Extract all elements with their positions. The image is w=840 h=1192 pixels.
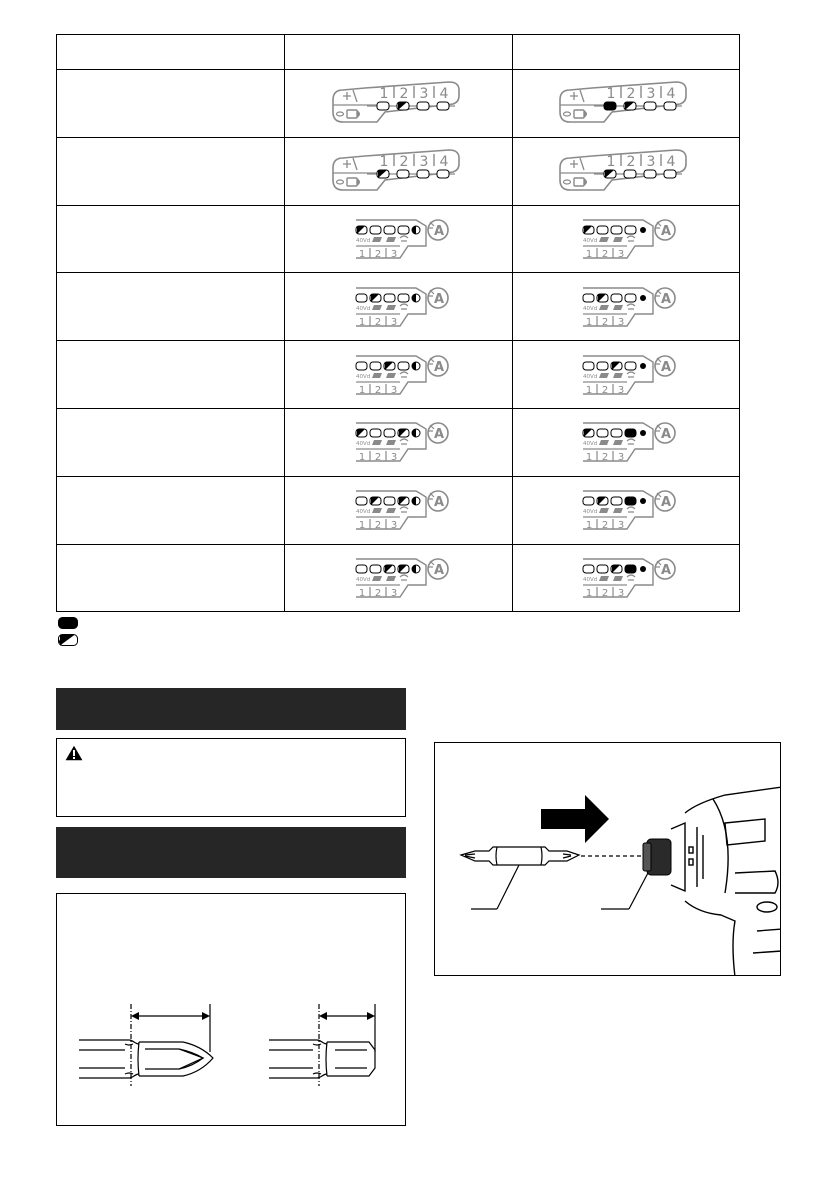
panel-b-number: 3 bbox=[390, 452, 397, 464]
bit-length-box bbox=[56, 893, 406, 1126]
table-row bbox=[57, 408, 740, 476]
panel-b-number: 3 bbox=[617, 248, 625, 260]
panel-b-number: 2 bbox=[601, 587, 609, 599]
row-label-cell bbox=[57, 341, 285, 409]
panel-b-number: 2 bbox=[601, 316, 609, 328]
table-row bbox=[57, 205, 740, 273]
panel-b-side-label: 40Vd bbox=[583, 373, 598, 380]
filled-rounded-rect-icon bbox=[58, 617, 78, 629]
panel-b-number: 3 bbox=[390, 384, 397, 396]
panel-a-number: 2 bbox=[626, 154, 636, 171]
panel-a-number: 2 bbox=[399, 86, 408, 103]
row-label-cell bbox=[57, 137, 285, 205]
panel-b-badge: A bbox=[660, 562, 672, 578]
panel-b-number: 2 bbox=[374, 452, 381, 464]
indicator-panel-b bbox=[561, 284, 691, 330]
indicator-cell-left bbox=[285, 544, 513, 612]
panel-b-badge: A bbox=[660, 495, 672, 511]
section-heading-bar-1 bbox=[56, 688, 406, 730]
indicator-panel-a bbox=[329, 78, 469, 128]
header-cell bbox=[285, 35, 513, 70]
panel-b-badge: A bbox=[660, 427, 672, 443]
row-label-cell bbox=[57, 544, 285, 612]
panel-b-side-label: 40Vd bbox=[355, 509, 370, 516]
panel-b-number: 2 bbox=[374, 316, 381, 328]
phillips-bit-drawing bbox=[79, 994, 229, 1089]
panel-a-number: 1 bbox=[379, 86, 388, 103]
panel-b-number: 3 bbox=[390, 316, 397, 328]
row-label-cell bbox=[57, 408, 285, 476]
table-header-row bbox=[57, 35, 740, 70]
indicator-panel-b bbox=[561, 555, 691, 601]
panel-b-number: 3 bbox=[617, 384, 625, 396]
panel-b-badge: A bbox=[660, 291, 672, 307]
warning-triangle-icon bbox=[65, 745, 83, 761]
panel-a-number: 4 bbox=[666, 86, 676, 103]
panel-b-number: 2 bbox=[374, 248, 381, 260]
indicator-panel-b bbox=[334, 487, 464, 533]
half-filled-rect-icon bbox=[58, 634, 78, 646]
panel-b-badge: A bbox=[660, 223, 672, 239]
indicator-cell-right bbox=[513, 544, 740, 612]
right-arrow-icon bbox=[541, 795, 609, 843]
row-label-cell bbox=[57, 273, 285, 341]
panel-b-side-label: 40Vd bbox=[355, 441, 370, 448]
panel-b-side-label: 40Vd bbox=[583, 576, 598, 583]
panel-b-side-label: 40Vd bbox=[583, 509, 598, 516]
indicator-panel-b bbox=[334, 284, 464, 330]
panel-b-number: 1 bbox=[585, 452, 593, 464]
panel-b-number: 1 bbox=[585, 587, 593, 599]
table-row bbox=[57, 70, 740, 138]
indicator-panel-b bbox=[561, 487, 691, 533]
indicator-panel-b bbox=[561, 419, 691, 465]
panel-a-number: 4 bbox=[666, 154, 676, 171]
indicator-cell-left bbox=[285, 205, 513, 273]
panel-a-number: 3 bbox=[419, 86, 428, 103]
panel-b-side-label: 40Vd bbox=[583, 237, 598, 244]
indicator-cell-right bbox=[513, 205, 740, 273]
panel-b-badge: A bbox=[433, 291, 444, 307]
panel-a-number: 3 bbox=[646, 86, 656, 103]
panel-b-number: 1 bbox=[585, 384, 593, 396]
panel-b-number: 2 bbox=[374, 384, 381, 396]
indicator-cell-left bbox=[285, 70, 513, 138]
indicator-panel-b bbox=[334, 555, 464, 601]
indicator-panel-b bbox=[334, 352, 464, 398]
panel-b-badge: A bbox=[433, 427, 444, 443]
panel-b-badge: A bbox=[433, 359, 444, 375]
table-row bbox=[57, 476, 740, 544]
panel-b-number: 1 bbox=[358, 452, 365, 464]
section-heading-bar-2 bbox=[56, 827, 406, 878]
table-row bbox=[57, 137, 740, 205]
table-body bbox=[57, 35, 740, 612]
panel-a-number: 3 bbox=[419, 154, 428, 171]
panel-b-number: 1 bbox=[585, 316, 593, 328]
panel-b-badge: A bbox=[433, 562, 444, 578]
indicator-panel-b bbox=[561, 216, 691, 262]
panel-b-side-label: 40Vd bbox=[355, 237, 370, 244]
indicator-cell-left bbox=[285, 476, 513, 544]
indicator-panel-a bbox=[556, 78, 696, 128]
indicator-cell-left bbox=[285, 273, 513, 341]
indicator-cell-right bbox=[513, 273, 740, 341]
panel-b-badge: A bbox=[660, 359, 672, 375]
panel-b-number: 1 bbox=[585, 520, 593, 532]
impact-driver-drawing bbox=[435, 743, 781, 976]
legend-blink bbox=[58, 634, 84, 646]
panel-b-side-label: 40Vd bbox=[355, 576, 370, 583]
indicator-cell-right bbox=[513, 70, 740, 138]
panel-b-number: 2 bbox=[374, 520, 381, 532]
indicator-cell-left bbox=[285, 408, 513, 476]
panel-b-number: 1 bbox=[358, 316, 365, 328]
panel-b-number: 3 bbox=[617, 452, 625, 464]
table-row bbox=[57, 273, 740, 341]
row-label-cell bbox=[57, 205, 285, 273]
warning-box bbox=[56, 738, 406, 817]
panel-b-number: 3 bbox=[617, 520, 625, 532]
panel-a-number: 1 bbox=[606, 86, 616, 103]
panel-b-number: 2 bbox=[601, 384, 609, 396]
panel-b-side-label: 40Vd bbox=[583, 305, 598, 312]
row-label-cell bbox=[57, 70, 285, 138]
indicator-cell-right bbox=[513, 137, 740, 205]
panel-b-number: 3 bbox=[390, 520, 397, 532]
indicator-panel-b bbox=[334, 216, 464, 262]
panel-b-number: 3 bbox=[617, 587, 625, 599]
row-label-cell bbox=[57, 476, 285, 544]
hex-bit-drawing bbox=[269, 994, 399, 1089]
panel-b-badge: A bbox=[433, 495, 444, 511]
panel-b-side-label: 40Vd bbox=[355, 373, 370, 380]
panel-b-number: 2 bbox=[601, 452, 609, 464]
panel-b-side-label: 40Vd bbox=[583, 441, 598, 448]
panel-a-number: 3 bbox=[646, 154, 656, 171]
indicator-cell-left bbox=[285, 341, 513, 409]
panel-b-number: 3 bbox=[390, 248, 397, 260]
indicator-cell-left bbox=[285, 137, 513, 205]
indicator-mode-table bbox=[56, 34, 740, 612]
bit-insertion-figure bbox=[434, 742, 781, 976]
header-cell bbox=[513, 35, 740, 70]
panel-b-number: 1 bbox=[358, 248, 365, 260]
indicator-panel-b bbox=[334, 419, 464, 465]
panel-b-number: 2 bbox=[601, 248, 609, 260]
panel-b-badge: A bbox=[433, 223, 444, 239]
indicator-panel-a bbox=[329, 146, 469, 196]
panel-a-number: 1 bbox=[606, 154, 616, 171]
panel-a-number: 1 bbox=[379, 154, 388, 171]
panel-b-number: 1 bbox=[358, 520, 365, 532]
indicator-cell-right bbox=[513, 341, 740, 409]
legend-lit bbox=[58, 617, 84, 629]
panel-a-number: 4 bbox=[439, 86, 448, 103]
indicator-panel-b bbox=[561, 352, 691, 398]
panel-b-number: 3 bbox=[617, 316, 625, 328]
panel-a-number: 2 bbox=[626, 86, 636, 103]
indicator-cell-right bbox=[513, 408, 740, 476]
panel-b-number: 1 bbox=[585, 248, 593, 260]
panel-b-number: 1 bbox=[358, 384, 365, 396]
panel-a-number: 2 bbox=[399, 154, 408, 171]
indicator-panel-a bbox=[556, 146, 696, 196]
page-bottom-bleed bbox=[0, 1186, 840, 1192]
panel-b-side-label: 40Vd bbox=[355, 305, 370, 312]
table-row bbox=[57, 544, 740, 612]
table-row bbox=[57, 341, 740, 409]
panel-b-number: 2 bbox=[374, 587, 381, 599]
panel-b-number: 3 bbox=[390, 587, 397, 599]
header-cell bbox=[57, 35, 285, 70]
panel-a-number: 4 bbox=[439, 154, 448, 171]
panel-b-number: 1 bbox=[358, 587, 365, 599]
panel-b-number: 2 bbox=[601, 520, 609, 532]
indicator-cell-right bbox=[513, 476, 740, 544]
